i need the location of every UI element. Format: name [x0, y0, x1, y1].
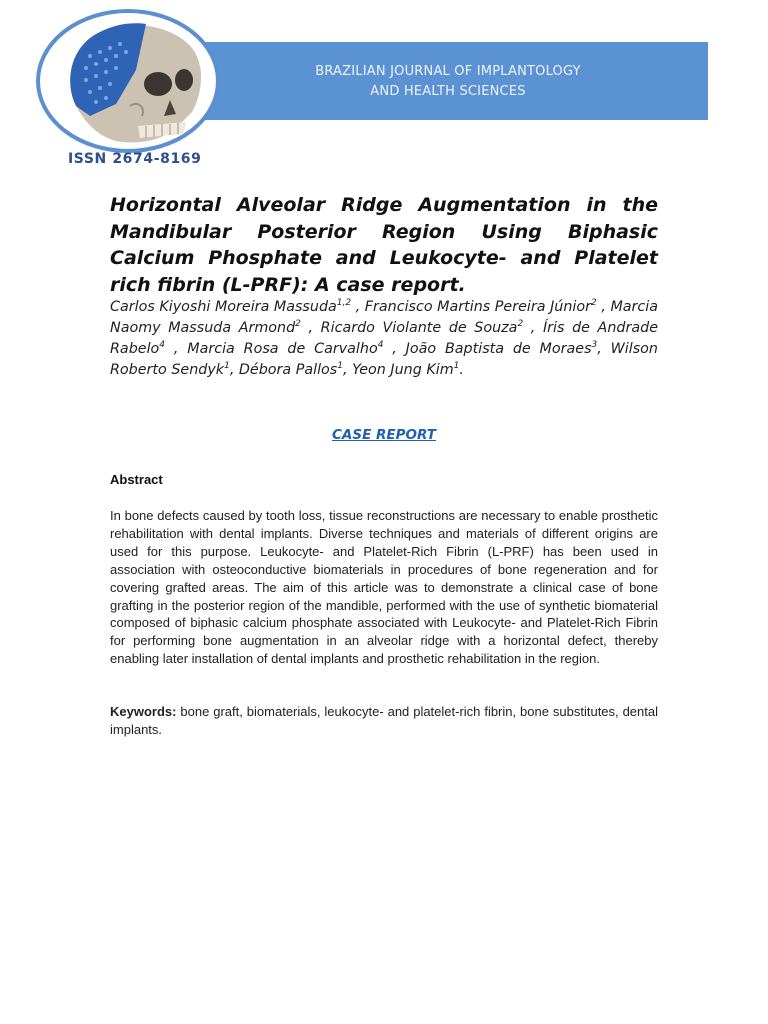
keywords-text: bone graft, biomaterials, leukocyte- and platelet-rich fibrin, bone substitutes, dental implants.	[110, 704, 658, 737]
author-separator: ,	[597, 341, 611, 357]
author-name: Yeon Jung Kim	[352, 362, 454, 378]
author-name: Francisco Martins Pereira Júnior	[364, 299, 592, 315]
abstract-text: In bone defects caused by tooth loss, tissue reconstructions are necessary to enable prosthetic rehabilitation with dental implants. Diverse techniques and materials of different origins are used for this purpose. Leukocyte- and Platelet-Rich Fibrin (L-PRF) has been used in association with osteoconductive biomaterials in procedures of bone regeneration and for covering grafted areas. The aim of this article was to demonstrate a clinical case of bone grafting in the posterior region of the mandible, performed with the use of synthetic biomaterial composed of biphasic calcium phosphate associated with Leukocyte- and Platelet-Rich Fibrin for performing bone augmentation in an alveolar ridge with a horizontal defect, thereby enabling later installation of dental implants and prosthetic rehabilitation in the region.	[110, 508, 658, 667]
author-separator: ,	[229, 362, 239, 378]
author-affiliation: 1	[224, 361, 230, 372]
author-separator: ,	[351, 299, 365, 315]
author-separator: ,	[596, 299, 611, 315]
author-separator: ,	[383, 341, 406, 357]
author-affiliation: 3	[591, 340, 598, 351]
journal-name-line-1: BRAZILIAN JOURNAL OF IMPLANTOLOGY	[315, 64, 581, 79]
author-name: Débora Pallos	[238, 362, 338, 378]
author-separator: ,	[300, 320, 321, 336]
author-affiliation: 1	[453, 361, 460, 372]
article-title: Horizontal Alveolar Ridge Augmentation in the Mandibular Posterior Region Using Biphasic Calcium Phosphate and Leukocyte- and Platelet rich fibrin (L-PRF): A case report.	[110, 194, 658, 296]
author-affiliation: 2	[591, 298, 597, 309]
skull-implant-logo-icon	[34, 8, 224, 160]
author-name: Ricardo Violante de Souza	[320, 320, 518, 336]
keywords	[110, 703, 658, 739]
author-name: João Baptista de Moraes	[405, 341, 592, 357]
journal-name-line-2: AND HEALTH SCIENCES	[370, 84, 526, 99]
author-separator: ,	[165, 341, 188, 357]
author-separator: ,	[523, 320, 543, 336]
author-separator: ,	[342, 362, 353, 378]
author-affiliation: 2	[295, 319, 301, 330]
case-report-link[interactable]: CASE REPORT	[332, 427, 436, 443]
author-name: Marcia Naomy Massuda Armond	[110, 299, 659, 336]
abstract-heading: Abstract	[110, 472, 163, 487]
author-name: Carlos Kiyoshi Moreira Massuda	[110, 299, 337, 315]
journal-name	[248, 62, 648, 102]
keywords-label: Keywords:	[110, 704, 177, 719]
issn-label: ISSN 2674-8169	[68, 151, 202, 167]
author-affiliation: 1	[337, 361, 343, 372]
author-name: Marcia Rosa de Carvalho	[187, 341, 378, 357]
author-name: Wilson Roberto Sendyk	[110, 341, 658, 378]
author-separator: .	[459, 362, 464, 378]
author-affiliation: 4	[159, 340, 166, 351]
author-affiliation: 1,2	[336, 298, 352, 309]
author-name: Íris de Andrade Rabelo	[110, 320, 658, 357]
author-affiliation: 4	[377, 340, 384, 351]
author-affiliation: 2	[517, 319, 524, 330]
author-list	[110, 297, 658, 381]
